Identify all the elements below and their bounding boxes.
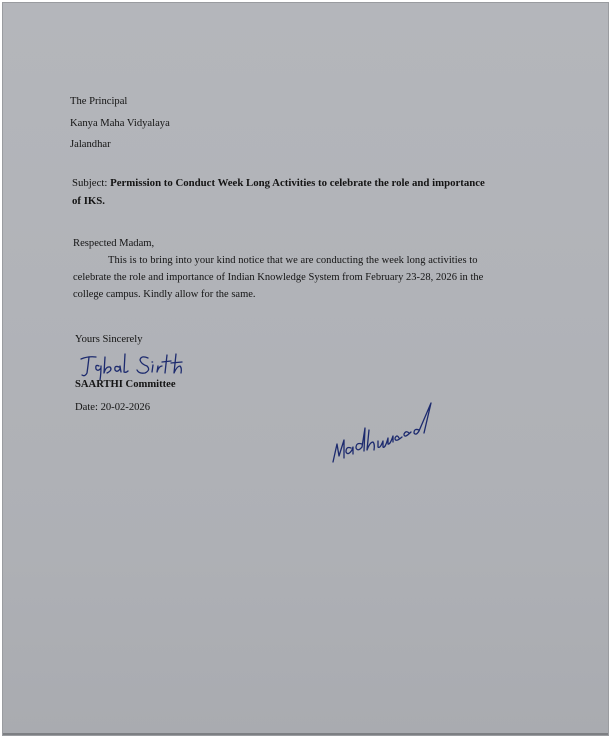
subject-line-1 <box>72 178 485 189</box>
recipient-line-3: Jalandhar <box>70 139 111 150</box>
sender-committee: SAARTHI Committee <box>75 379 176 390</box>
subject-line-2: of IKS. <box>72 195 105 207</box>
letter-date: Date: 20-02-2026 <box>75 402 151 413</box>
subject-text-1: Permission to Conduct Week Long Activities to celebrate the role and importance <box>110 177 485 189</box>
sender-signature-icon <box>79 349 199 381</box>
body-line-3: college campus. Kindly allow for the same. <box>73 289 256 300</box>
closing: Yours Sincerely <box>75 334 143 345</box>
salutation: Respected Madam, <box>73 238 155 249</box>
body-line-1: This is to bring into your kind notice that we are conducting the week long activities to <box>108 255 478 266</box>
recipient-line-2: Kanya Maha Vidyalaya <box>70 118 170 129</box>
approval-signature-icon <box>327 400 437 466</box>
letter-page <box>2 2 609 736</box>
subject-label: Subject: <box>72 177 108 189</box>
recipient-line-1: The Principal <box>70 96 128 107</box>
body-line-2: celebrate the role and importance of Indian Knowledge System from February 23-28, 2026 in the <box>73 272 484 283</box>
